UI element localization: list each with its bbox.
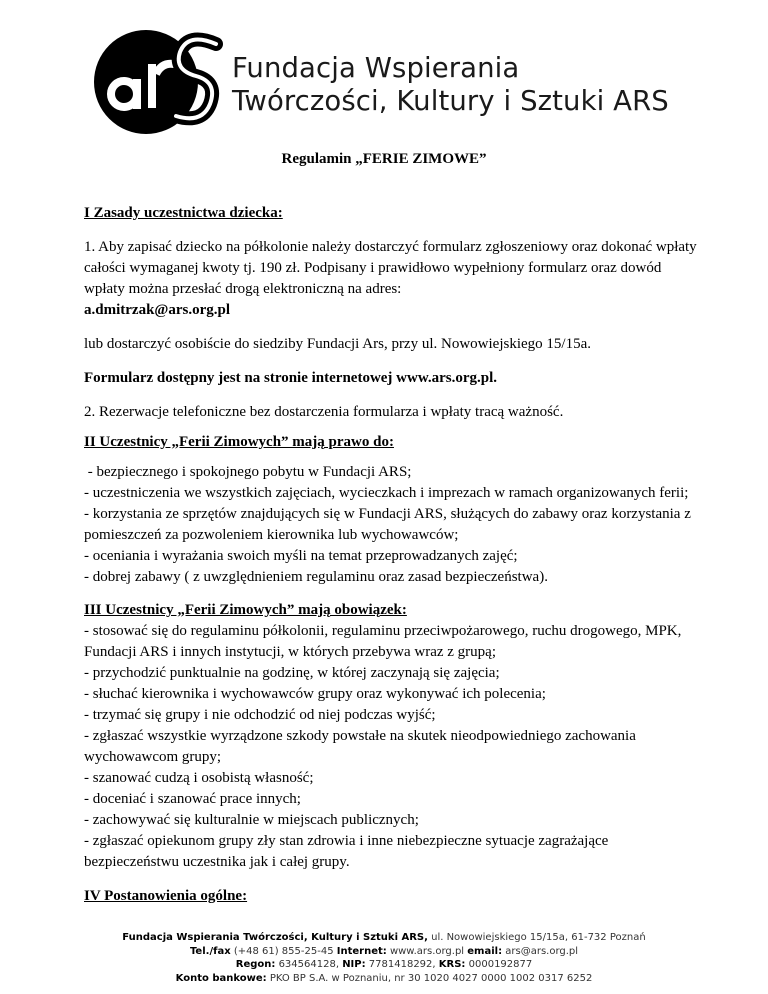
list-item: - dobrej zabawy ( z uwzględnieniem regulaminu oraz zasad bezpieczeństwa). <box>84 569 548 585</box>
list-item: - korzystania ze sprzętów znajdujących się w Fundacji ARS, służących do zabawy oraz korzystania z pomieszczeń za pozwoleniem kierownika lub wychowawców; <box>84 506 691 543</box>
footer-internet-label: Internet: <box>336 945 387 957</box>
footer-website: www.ars.org.pl <box>386 945 468 957</box>
foundation-name-line1: Fundacja Wspierania <box>232 52 520 84</box>
section1-heading: I Zasady uczestnictwa dziecka: <box>84 205 283 221</box>
footer-nip-label: NIP: <box>342 959 366 970</box>
footer-registration <box>0 958 768 972</box>
document-body <box>84 203 704 907</box>
section1-paragraph3: Formularz dostępny jest na stronie internetowej www.ars.org.pl. <box>84 370 498 386</box>
list-item: - trzymać się grupy i nie odchodzić od niej podczas wyjść; <box>84 707 436 723</box>
list-item: - słuchać kierownika i wychowawców grupy oraz wykonywać ich polecenia; <box>84 686 546 702</box>
footer-foundation-name: Fundacja Wspierania Twórczości, Kultury i Sztuki ARS, <box>122 932 428 943</box>
footer-krs: 0000192877 <box>465 959 533 970</box>
list-item: - zgłaszać opiekunom grupy zły stan zdrowia i inne niebezpieczne sytuacje zagrażające bezpieczeństwu uczestnika jak i całej grupy. <box>84 833 609 870</box>
list-item: - oceniania i wyrażania swoich myśli na temat przeprowadzanych zajęć; <box>84 548 518 564</box>
footer-bank-label: Konto bankowe: <box>175 972 267 984</box>
footer-nip: 7781418292, <box>365 959 439 970</box>
footer-bank-account <box>0 972 768 986</box>
section1-paragraph4: 2. Rezerwacje telefoniczne bez dostarczenia formularza i wpłaty tracą ważność. <box>84 404 564 420</box>
list-item: - stosować się do regulaminu półkolonii, regulaminu przeciwpożarowego, ruchu drogowego, MPK, Fundacji ARS i innych instytucji, w których przebywa wraz z grupą; <box>84 623 682 660</box>
list-item: - zgłaszać wszystkie wyrządzone szkody powstałe na skutek nieodpowiedniego zachowania wychowawcom grupy; <box>84 728 636 765</box>
section2-heading: II Uczestnicy „Ferii Zimowych” mają prawo do: <box>84 434 394 450</box>
list-item: - uczestniczenia we wszystkich zajęciach, wycieczkach i imprezach w ramach organizowanych ferii; <box>84 485 689 501</box>
ars-logo <box>88 24 226 142</box>
footer-phone: (+48 61) 855-25-45 <box>230 945 337 957</box>
document-title: Regulamin „FERIE ZIMOWE” <box>281 151 487 167</box>
list-item: - szanować cudzą i osobistą własność; <box>84 770 314 786</box>
footer-phone-label: Tel./fax <box>189 945 231 957</box>
section1-paragraph1 <box>84 237 704 321</box>
footer-bank-value: PKO BP S.A. w Poznaniu, nr 30 1020 4027 0000 1002 0317 6252 <box>266 972 593 984</box>
contact-email: a.dmitrzak@ars.org.pl <box>84 302 231 318</box>
footer-regon-label: Regon: <box>235 959 276 970</box>
footer-address-text: ul. Nowowiejskiego 15/15a, 61-732 Poznań <box>427 932 646 943</box>
section4-heading: IV Postanowienia ogólne: <box>84 888 248 904</box>
section3-heading: III Uczestnicy „Ferii Zimowych” mają obowiązek: <box>84 602 407 618</box>
footer-krs-label: KRS: <box>438 959 466 970</box>
footer-email: ars@ars.org.pl <box>502 945 579 957</box>
section1-paragraph1-text: 1. Aby zapisać dziecko na półkolonie należy dostarczyć formularz zgłoszeniowy oraz dokonać wpłaty całości wymaganej kwoty tj. 190 zł. Podpisany i prawidłowo wypełniony formularz oraz dowód wpłaty można przesłać drogą elektroniczną na adres: <box>84 239 697 297</box>
footer-address <box>0 931 768 945</box>
list-item: - doceniać i szanować prace innych; <box>84 791 301 807</box>
list-item: - zachowywać się kulturalnie w miejscach publicznych; <box>84 812 419 828</box>
list-item: - przychodzić punktualnie na godzinę, w której zaczynają się zajęcia; <box>84 665 500 681</box>
list-item: - bezpiecznego i spokojnego pobytu w Fundacji ARS; <box>84 464 412 480</box>
footer-contact <box>0 945 768 959</box>
foundation-name <box>232 52 669 118</box>
footer-email-label: email: <box>467 945 503 957</box>
section1-paragraph2: lub dostarczyć osobiście do siedziby Fundacji Ars, przy ul. Nowowiejskiego 15/15a. <box>84 336 591 352</box>
foundation-name-line2: Twórczości, Kultury i Sztuki ARS <box>232 85 669 117</box>
section2-list <box>84 462 704 588</box>
section3-list <box>84 621 704 873</box>
footer-regon: 634564128, <box>275 959 343 970</box>
page-footer <box>0 931 768 985</box>
